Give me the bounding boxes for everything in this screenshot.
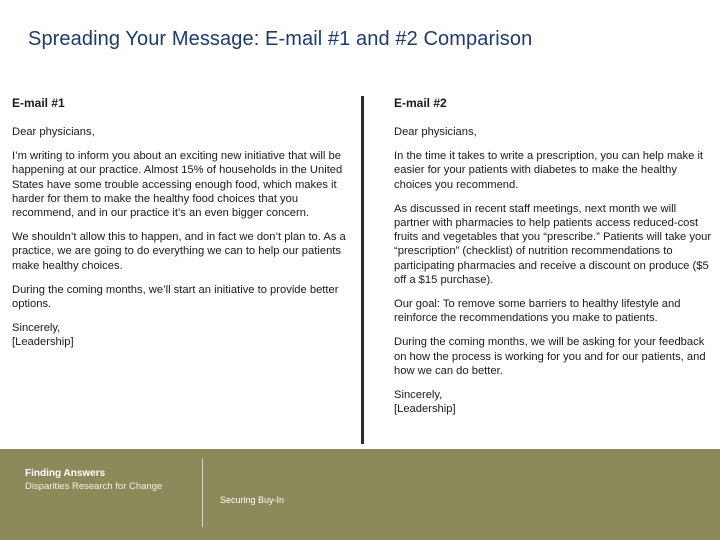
email-1-column [12,96,350,360]
email-2-greeting: Dear physicians, [394,126,477,138]
email-1-closing: Sincerely, [12,322,61,335]
slide-title: Spreading Your Message: E-mail #1 and #2 Comparison [28,28,533,50]
footer-org-name: Finding Answers [25,468,106,479]
email-1-signature: [Leadership] [12,336,74,349]
footer-org [25,467,162,493]
email-2-signoff [394,388,712,416]
email-2-paragraph-1: In the time it takes to write a prescription, you can help make it easier for your patients with diabetes to make the healthy choices you recommend. [394,150,704,191]
footer-separator [202,459,203,527]
email-1-heading: E-mail #1 [12,96,65,110]
email-2-paragraph-2: As discussed in recent staff meetings, next month we will partner with pharmacies to help patients access reduced-cost fruits and vegetables that you “prescribe.” Patients will take your “prescription” (checklist) of nutrition recommendations to participating pharmacies and receive a discount on produce ($5 off a $15 purchase). [394,202,712,286]
email-2-paragraph-4: During the coming months, we will be asking for your feedback on how the process is working for you and for our patients, and how we can do better. [394,336,706,377]
footer-bar [0,449,720,540]
email-1-paragraph-3: During the coming months, we’ll start an initiative to provide better options. [12,283,339,311]
email-2-closing: Sincerely, [394,389,443,402]
email-2-column [394,96,712,426]
email-2-signature: [Leadership] [394,403,456,416]
footer-org-tagline: Disparities Research for Change [25,481,163,492]
column-divider [361,96,364,444]
email-2-paragraph-3: Our goal: To remove some barriers to healthy lifestyle and reinforce the recommendations you make to patients. [394,298,681,325]
footer-section-label: Securing Buy-In [220,495,285,505]
email-1-greeting: Dear physicians, [12,126,95,138]
email-1-signoff [12,321,350,349]
email-2-heading: E-mail #2 [394,96,447,110]
email-1-paragraph-1: I’m writing to inform you about an exciting new initiative that will be happening at our practice. Almost 15% of households in the United States have some trouble accessing enough food, which makes it harder for them to make the healthy food choices that you recommend, and in our practice it’s an even bigger concern. [12,150,343,220]
email-1-paragraph-2: We shouldn’t allow this to happen, and in fact we don’t plan to. As a practice, we are going to do everything we can to help our patients make healthy choices. [12,231,346,272]
